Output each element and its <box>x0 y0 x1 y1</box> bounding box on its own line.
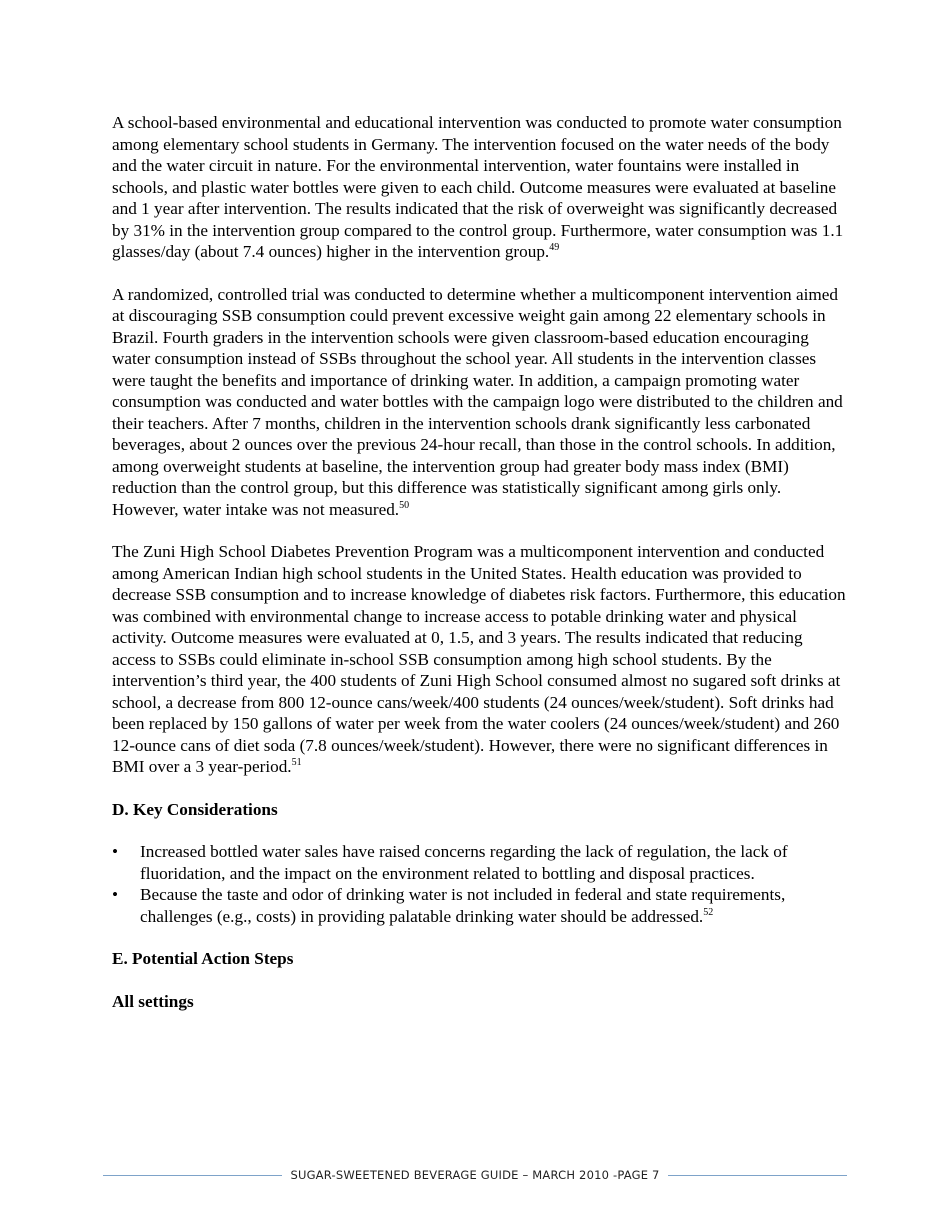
section-heading-action-steps: E. Potential Action Steps <box>112 949 294 968</box>
paragraph-text: The Zuni High School Diabetes Prevention Program was a multicomponent intervention and conducted among American Indian high school students in the United States. Health education was provided to decrease SSB consumption and to increase knowledge of diabetes risk factors. Furthermore, this education was combined with environmental change to increase access to potable drinking water and physical activity. Outcome measures were evaluated at 0, 1.5, and 3 years. The results indicated that reducing access to SSBs could eliminate in-school SSB consumption among high school students. By the intervention’s third year, the 400 students of Zuni High School consumed almost no sugared soft drinks at school, a decrease from 800 12-ounce cans/week/400 students (24 ounces/week/student). Soft drinks had been replaced by 150 gallons of water per week from the water coolers (24 ounces/week/student) and 260 12-ounce cans of diet soda (7.8 ounces/week/student). However, there were no significant differences in BMI over a 3 year-period. <box>112 542 846 776</box>
footer-rule-right <box>668 1175 847 1176</box>
bullet-icon: • <box>112 885 119 904</box>
paragraph-germany-intervention <box>112 112 847 263</box>
list-item <box>112 884 847 927</box>
paragraph-zuni-program <box>112 541 847 778</box>
reference-number: 51 <box>291 757 302 768</box>
footer-rule-left <box>103 1175 282 1176</box>
page-body <box>112 112 847 1033</box>
paragraph-brazil-trial <box>112 284 847 521</box>
section-heading-key-considerations: D. Key Considerations <box>112 799 278 819</box>
list-item-text: Increased bottled water sales have raised concerns regarding the lack of regulation, the lack of fluoridation, and the impact on the environment related to bottling and disposal practices. <box>140 842 788 883</box>
list-item <box>112 841 847 884</box>
paragraph-text: A school-based environmental and educational intervention was conducted to promote water consumption among elementary school students in Germany. The intervention focused on the water needs of the body and the water circuit in nature. For the environmental intervention, water fountains were installed in schools, and plastic water bottles were given to each child. Outcome measures were evaluated at baseline and 1 year after intervention. The results indicated that the risk of overweight was significantly decreased by 31% in the intervention group compared to the control group. Furthermore, water consumption was 1.1 glasses/day (about 7.4 ounces) higher in the intervention group. <box>112 113 844 261</box>
reference-number: 50 <box>399 499 410 511</box>
reference-number: 52 <box>703 906 714 918</box>
paragraph-text: A randomized, controlled trial was conducted to determine whether a multicomponent intervention aimed at discouraging SSB consumption could prevent excessive weight gain among 22 elementary schools in Brazil. Fourth graders in the intervention schools were given classroom-based education encouraging water consumption instead of SSBs throughout the school year. All students in the intervention classes were taught the benefits and importance of drinking water. In addition, a campaign promoting water consumption was conducted and water bottles with the campaign logo were distributed to the children and their teachers. After 7 months, children in the intervention schools drank significantly less carbonated beverages, about 2 ounces over the previous 24-hour recall, than those in the control schools. In addition, among overweight students at baseline, the intervention group had greater body mass index (BMI) reduction than the control group, but this difference was statistically significant among girls only. However, water intake was not measured. <box>112 284 843 519</box>
list-item-text: Because the taste and odor of drinking water is not included in federal and state requirements, challenges (e.g., costs) in providing palatable drinking water should be addressed. <box>140 885 786 926</box>
reference-number: 49 <box>549 242 560 253</box>
key-considerations-list <box>112 841 847 927</box>
page-footer <box>103 1166 847 1184</box>
bullet-icon: • <box>112 842 119 861</box>
subheading-all-settings: All settings <box>112 991 194 1011</box>
footer-text: SUGAR-SWEETENED BEVERAGE GUIDE – MARCH 2010 -PAGE 7 <box>290 1168 660 1182</box>
